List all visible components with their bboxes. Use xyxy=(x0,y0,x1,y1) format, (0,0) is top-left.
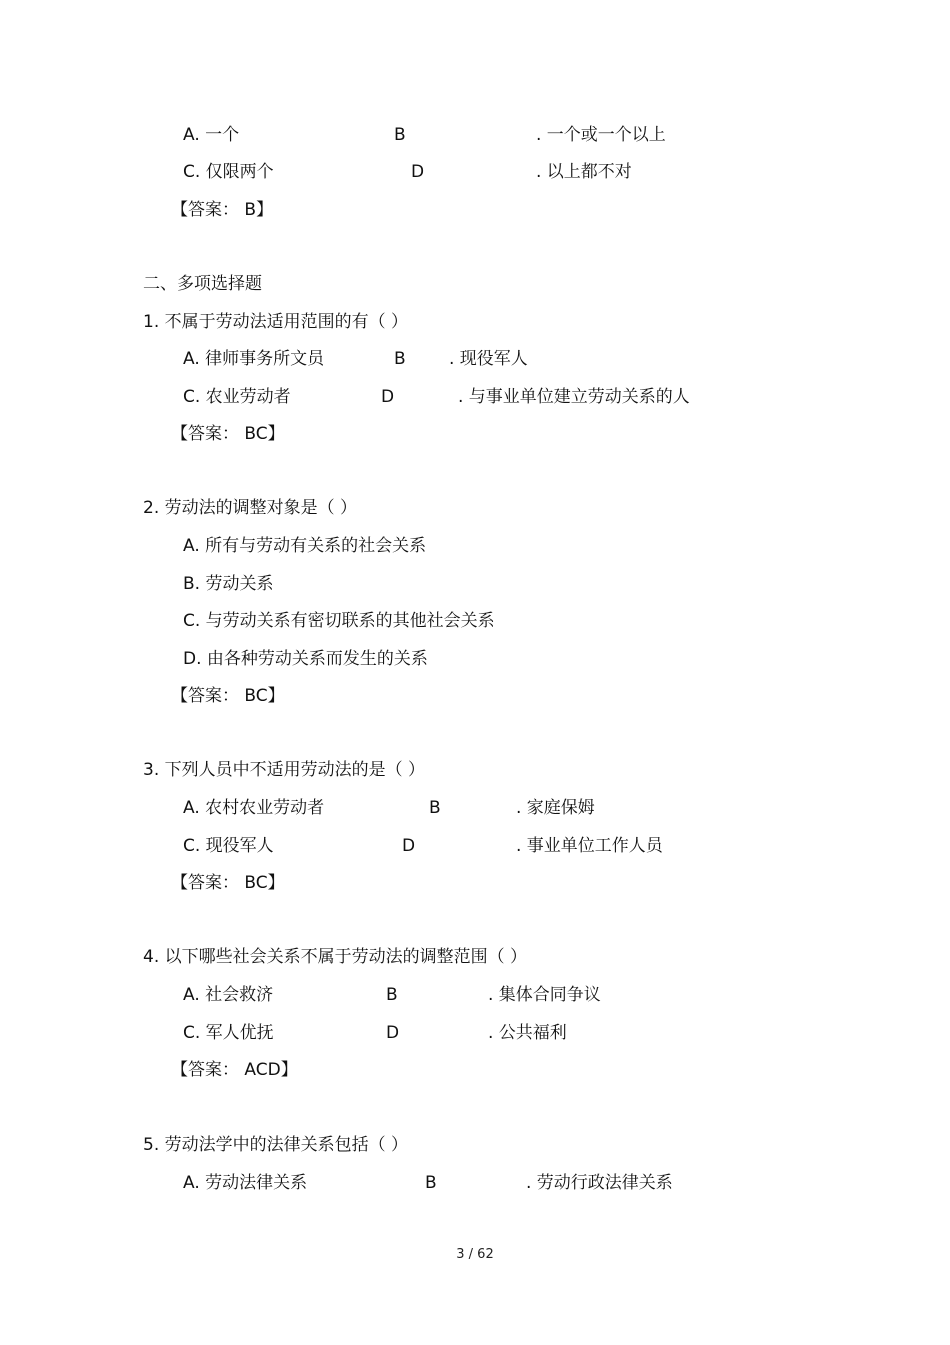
question-stem: 3. 下列人员中不适用劳动法的是（ ） xyxy=(143,760,426,780)
option-c: C. 与劳动关系有密切联系的其他社会关系 xyxy=(183,611,495,631)
option-d-text: . 公共福利 xyxy=(488,1023,567,1043)
option-a: A. 所有与劳动有关系的社会关系 xyxy=(183,536,427,556)
answer: 【答案： ACD】 xyxy=(171,1060,298,1080)
option-d-text: . 以上都不对 xyxy=(536,162,632,182)
answer: 【答案： BC】 xyxy=(171,424,285,444)
option-b-text: . 家庭保姆 xyxy=(516,798,595,818)
option-a: A. 律师事务所文员 xyxy=(183,349,325,369)
section-title: 二、多项选择题 xyxy=(143,274,262,294)
question-stem: 1. 不属于劳动法适用范围的有（ ） xyxy=(143,312,409,332)
option-d-letter: D xyxy=(386,1023,400,1043)
option-a: A. 一个 xyxy=(183,125,240,145)
question-stem: 5. 劳动法学中的法律关系包括（ ） xyxy=(143,1135,409,1155)
option-b-letter: B xyxy=(394,349,406,369)
option-c: C. 现役军人 xyxy=(183,836,274,856)
option-d-text: . 事业单位工作人员 xyxy=(516,836,663,856)
answer: 【答案： BC】 xyxy=(171,873,285,893)
option-b-text: . 集体合同争议 xyxy=(488,985,601,1005)
option-a: A. 农村农业劳动者 xyxy=(183,798,325,818)
question-stem: 4. 以下哪些社会关系不属于劳动法的调整范围（ ） xyxy=(143,947,528,967)
option-d-letter: D xyxy=(411,162,425,182)
option-b-text: . 现役军人 xyxy=(449,349,528,369)
option-b-letter: B xyxy=(394,125,406,145)
answer: 【答案： B】 xyxy=(171,200,274,220)
option-b: B. 劳动关系 xyxy=(183,574,274,594)
option-b-letter: B xyxy=(386,985,398,1005)
option-d-text: . 与事业单位建立劳动关系的人 xyxy=(458,387,690,407)
option-a: A. 社会救济 xyxy=(183,985,274,1005)
option-b-text: . 一个或一个以上 xyxy=(536,125,666,145)
option-b-letter: B xyxy=(429,798,441,818)
option-d-letter: D xyxy=(381,387,395,407)
option-c: C. 仅限两个 xyxy=(183,162,274,182)
question-stem: 2. 劳动法的调整对象是（ ） xyxy=(143,498,358,518)
option-c: C. 军人优抚 xyxy=(183,1023,274,1043)
option-d-letter: D xyxy=(402,836,416,856)
option-b-text: . 劳动行政法律关系 xyxy=(526,1173,673,1193)
option-c: C. 农业劳动者 xyxy=(183,387,291,407)
option-d: D. 由各种劳动关系而发生的关系 xyxy=(183,649,428,669)
option-b-letter: B xyxy=(425,1173,437,1193)
answer: 【答案： BC】 xyxy=(171,686,285,706)
option-a: A. 劳动法律关系 xyxy=(183,1173,308,1193)
page-number: 3 / 62 xyxy=(456,1247,494,1262)
